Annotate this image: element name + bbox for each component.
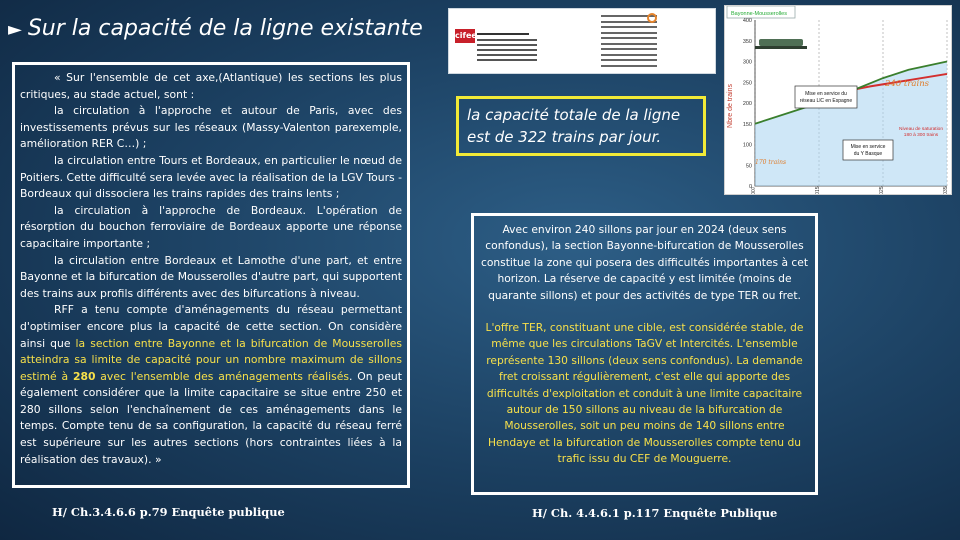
chart-x-tick-label: 2025: [879, 186, 885, 194]
chart-x-ticks: [748, 184, 949, 194]
left-paragraph-6: [20, 302, 402, 468]
chart-y-tick-label: 100: [742, 142, 752, 149]
title-arrow-icon: ►: [8, 19, 22, 40]
chart-y-tick-label: 350: [742, 38, 752, 45]
left-paragraph-4: la circulation à l'approche de Bordeaux. L'opération de résorption du bouchon ferroviaire de Bordeaux apporte une réponse capacitaire importante ;: [20, 203, 402, 250]
p6-highlight-end: avec l'ensemble des aménagements réalisés: [95, 369, 349, 383]
right-paragraph-2: L'offre TER, constituant une cible, est considérée stable, de même que les circulations TaGV et Intercités. L'ensemble représente 130 sillons (deux sens confondus). La demande fret croissant régulièrement, c'est elle qui apporte des difficultés d'exploitation et conduit à une limite capacitaire autour de 150 sillons au niveau de la bifurcation de Mousserolles, soit un peu moins de 140 sillons entre Hendaye et la bifurcation de Mousserolles compte tenu du trafic issu du CEF de Mouguerre.: [485, 321, 804, 466]
thumbnail-lines-left: [477, 39, 537, 64]
svg-text:Mise en servicedu Y Basque: Mise en service du Y Basque: [850, 144, 886, 157]
left-paragraph-1: « Sur l'ensemble de cet axe,(Atlantique) les sections les plus critiques, au stade actuel, sont :: [20, 71, 402, 101]
chart-y-tick-label: 150: [742, 121, 752, 128]
paragraph-gap: [480, 304, 809, 320]
cifee-logo: cifee: [455, 29, 475, 43]
document-thumbnail: [448, 8, 716, 74]
slide-title: [8, 16, 438, 41]
chart-train-icon: [755, 39, 807, 49]
chart-y-ticks: [743, 18, 752, 190]
right-text-box: [471, 213, 818, 495]
right-source-reference: H/ Ch. 4.4.6.1 p.117 Enquête Publique: [532, 506, 778, 520]
chart-y-tick-label: 300: [742, 59, 752, 66]
capacity-quote-box: la capacité totale de la ligne est de 322 trains par jour.: [456, 96, 706, 156]
svg-text:Mise en service duréseau LlC e: Mise en service du réseau LlC en Espagne: [799, 91, 853, 104]
p6-highlight: la section entre Bayonne et la bifurcation de Mousserolles atteindra sa limite de capacité pour un nombre maximum de sillons estimé à: [20, 336, 402, 383]
chart-y-axis-label: Nbre de trains: [727, 84, 734, 128]
chart-x-tick-label: 2007: [751, 186, 757, 194]
p6-start: RFF a tenu compte d'aménagements du réseau permettant d'optimiser encore plus la capacité de cette section. On considère ainsi que: [20, 303, 402, 350]
thumbnail-rule: [477, 33, 529, 35]
left-source-reference: H/ Ch.3.4.6.6 p.79 Enquête publique: [52, 505, 285, 519]
chart-x-tick-label: 2035: [943, 186, 949, 194]
chart-top-label: Bayonne-Mousserolles: [731, 11, 787, 17]
chart-box-1: [795, 86, 857, 108]
slide-title-text: Sur la capacité de la ligne existante: [27, 16, 423, 41]
left-paragraph-2: la circulation à l'approche et autour de Paris, avec des investissements prévus sur les réseaux (Massy-Valenton parexemple, amélioration RER C…) ;: [20, 104, 402, 151]
right-paragraph-1: Avec environ 240 sillons par jour en 2024 (deux sens confondus), la section Bayonne-bifurcation de Mousserolles constitue la zone qui posera des difficultés importantes à cet horizon. La réserve de capacité y est limitée (moins de quarante sillons) et pour des activités de type TER ou fret.: [480, 223, 809, 302]
thumbnail-lines-right: [601, 15, 657, 70]
capacity-chart: [724, 5, 952, 195]
svg-text:Niveau de saturation180 à 300: Niveau de saturation 180 à 300 trains: [899, 127, 943, 138]
chart-svg: [725, 6, 951, 194]
chart-y-tick-label: 0: [748, 184, 752, 190]
chart-y-tick-label: 200: [742, 101, 752, 107]
left-quote-box: [12, 62, 410, 488]
chart-y-tick-label: 50: [745, 163, 752, 170]
chart-y-tick-label: 250: [742, 80, 752, 87]
chart-box-2: [843, 140, 893, 160]
thumbnail-circle-logo: [647, 13, 657, 23]
chart-y-tick-label: 400: [742, 18, 752, 24]
left-paragraph-3: la circulation entre Tours et Bordeaux, en particulier le nœud de Poitiers. Cette difficulté sera levée avec la réalisation de la LGV Tours - Bordeaux qui dissociera les trains rapides des trains lents ;: [20, 153, 402, 201]
chart-annotation-170: 170 trains: [755, 159, 787, 166]
chart-x-tick-label: 2015: [815, 186, 821, 194]
p6-number: 280: [72, 369, 96, 383]
p6-end: . On peut également considérer que la limite capacitaire se situe entre 250 et 280 sillons selon l'enchaînement de ces aménagements dans le temps. Compte tenu de sa configuration, la capacité du réseau ferré est supérieure sur les autres sections (hors contraintes liées à la réalisation des travaux). »: [20, 369, 402, 466]
chart-annotation-240: 240 trains: [885, 79, 930, 89]
left-paragraph-5: la circulation entre Bordeaux et Lamothe d'une part, et entre Bayonne et la bifurcation de Mousserolles d'autre part, qui supportent des trains aux profils différents avec des bifurcations à niveau.: [20, 253, 402, 300]
